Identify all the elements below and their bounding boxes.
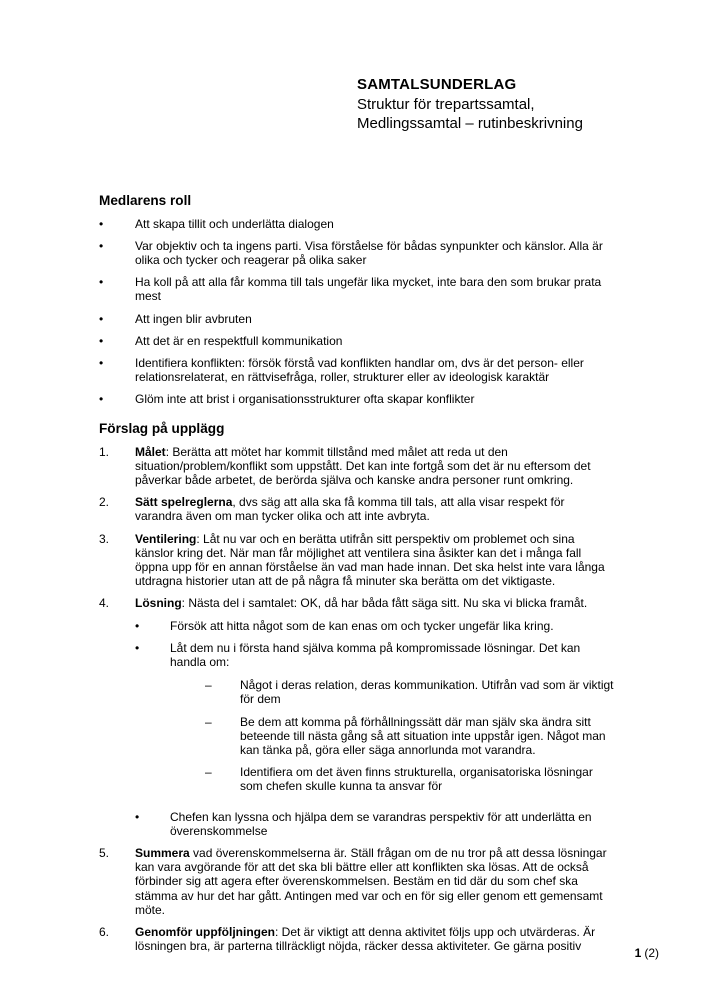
bullet-item <box>99 356 615 384</box>
dash-text: Något i deras relation, deras kommunikation. Utifrån vad som är viktigt för dem <box>240 678 614 707</box>
bullet-text: Var objektiv och ta ingens parti. Visa förståelse för bådas synpunkter och känslor. Alla är olika och tycker och reagerar på olika saker <box>135 238 603 267</box>
bullet-marker: • <box>99 333 104 348</box>
document-subtitle-line-2: Medlingssamtal – rutinbeskrivning <box>357 115 583 132</box>
item-lead: Summera <box>135 846 190 860</box>
bullet-marker: • <box>99 238 104 253</box>
item-text <box>135 925 615 953</box>
item-number: 5. <box>99 846 110 860</box>
item-number: 4. <box>99 596 110 611</box>
bullet-text: Glöm inte att brist i organisationsstrukturer ofta skapar konflikter <box>135 392 475 407</box>
dash-item <box>205 765 615 793</box>
bullet-text: Att skapa tillit och underlätta dialogen <box>135 216 334 231</box>
item-lead: Ventilering <box>135 531 197 546</box>
bullet-item <box>99 392 615 406</box>
bullet-text: Ha koll på att alla får komma till tals ungefär lika mycket, inte bara den som brukar prata mest <box>135 275 602 304</box>
item-text <box>135 596 615 610</box>
numbered-item-6 <box>99 925 615 953</box>
bullet-item <box>99 275 615 303</box>
dash-list <box>205 678 615 793</box>
item-text <box>135 495 615 523</box>
item-lead: Genomför uppföljningen <box>135 925 275 940</box>
item-rest: : Berätta att mötet har kommit tillstånd med målet att reda ut den situation/problem/konflikt som uppstått. Det kan inte fortgå som det är nu eftersom det påverkar både arbetet, de berörda själva och kanske andra personer runt omkring. <box>135 444 591 487</box>
item-number: 2. <box>99 495 110 510</box>
item-text <box>135 445 615 488</box>
sub-bullet-item <box>135 641 615 802</box>
page-number-footer <box>635 946 659 960</box>
item-text <box>135 846 615 917</box>
bullet-marker: • <box>99 355 104 370</box>
item-lead: Lösning <box>135 596 182 611</box>
bullet-marker: • <box>99 275 104 290</box>
forslag-numbered-list <box>99 445 615 954</box>
numbered-item-5 <box>99 846 615 917</box>
item-rest: : Nästa del i samtalet: OK, då har båda fått säga sitt. Nu ska vi blicka framåt. <box>181 596 588 611</box>
numbered-item-4 <box>99 596 615 610</box>
dash-text: Be dem att komma på förhållningssätt där man själv ska ändra sitt beteende till nästa gång så att situation inte uppstår igen. Något man kan tänka på, göra eller säga annorlunda mot varandra. <box>240 714 606 757</box>
sub-bullet-item <box>135 619 615 633</box>
bullet-text: Identifiera konflikten: försök förstå vad konflikten handlar om, dvs är det person- eller relationsrelaterat, en rättvisefråga, roller, strukturer eller av ideologisk karaktär <box>135 355 584 385</box>
bullet-item <box>99 334 615 348</box>
dash-item <box>205 678 615 706</box>
losning-sub-bullet-list <box>135 619 615 838</box>
title-block <box>357 75 615 134</box>
page-total: (2) <box>644 945 659 960</box>
bullet-text: Att ingen blir avbruten <box>135 311 252 326</box>
bullet-marker: • <box>99 392 104 407</box>
sub-bullet-intro: Låt dem nu i första hand själva komma på kompromissade lösningar. Det kan handla om: <box>170 640 581 669</box>
sub-bullet-text: Chefen kan lyssna och hjälpa dem se varandras perspektiv för att underlätta en överenskommelse <box>170 809 592 838</box>
item-number: 1. <box>99 444 110 459</box>
bullet-item <box>99 239 615 267</box>
bullet-text: Att det är en respektfull kommunikation <box>135 333 343 348</box>
bullet-marker: • <box>135 809 140 824</box>
item-number: 3. <box>99 531 110 546</box>
dash-text: Identifiera om det även finns strukturella, organisatoriska lösningar som chefen skulle kunna ta ansvar för <box>240 765 593 794</box>
bullet-marker: • <box>135 640 140 655</box>
section-heading-forslag-pa-upplagg: Förslag på upplägg <box>99 420 225 436</box>
item-rest: , dvs säg att alla ska få komma till tals, att alla visar respekt för varandra även om man tycker olika och att inte avbryta. <box>135 495 565 524</box>
numbered-item-3 <box>99 532 615 589</box>
sub-bullet-text: Försök att hitta något som de kan enas om och tycker ungefär lika kring. <box>170 618 554 633</box>
sub-bullet-text <box>170 641 615 802</box>
item-rest: vad överenskommelserna är. Ställ frågan om de nu tror på att dessa lösningar kan vara avgörande för att det ska bli bättre eller att konflikten ska lösas. Att de också förbinder sig att agera efter överenskommelsen. Bestäm en tid där du som chef ska stämma av hur det har gått. Antingen med var och en för sig eller genom ett gemensamt möte. <box>135 846 607 917</box>
page-number: 1 <box>634 945 642 960</box>
numbered-item-1 <box>99 445 615 488</box>
bullet-marker: • <box>135 618 140 633</box>
dash-marker: – <box>205 714 212 729</box>
item-lead: Målet <box>135 444 166 459</box>
medlarens-roll-bullet-list <box>99 217 615 407</box>
bullet-marker: • <box>99 311 104 326</box>
section-heading-medlarens-roll: Medlarens roll <box>99 192 192 208</box>
document-subtitle-line-1: Struktur för trepartssamtal, <box>357 95 535 113</box>
document-title: SAMTALSUNDERLAG <box>357 76 517 93</box>
bullet-item <box>99 217 615 231</box>
bullet-marker: • <box>99 216 104 231</box>
item-rest: : Låt nu var och en berätta utifrån sitt perspektiv om problemet och sina känslor kring det. När man får möjlighet att ventilera sina åsikter kan det i många fall öppna upp för en annan förståelse än vad man hade innan. Det ska helst inte vara långa utdragna historier utan att de på några få minuter ska berätta om det viktigaste. <box>135 531 605 589</box>
bullet-item <box>99 312 615 326</box>
dash-marker: – <box>205 678 212 693</box>
dash-marker: – <box>205 765 212 780</box>
numbered-item-2 <box>99 495 615 523</box>
item-rest: : Det är viktigt att denna aktivitet följs upp och utvärderas. Är lösningen bra, är parterna tillräckligt nöjda, räcker dessa aktiviteter. Ge gärna positiv <box>135 925 596 954</box>
sub-bullet-item <box>135 810 615 838</box>
item-text <box>135 532 615 589</box>
item-lead: Sätt spelreglerna <box>135 495 233 510</box>
dash-item <box>205 715 615 758</box>
item-number: 6. <box>99 925 110 940</box>
